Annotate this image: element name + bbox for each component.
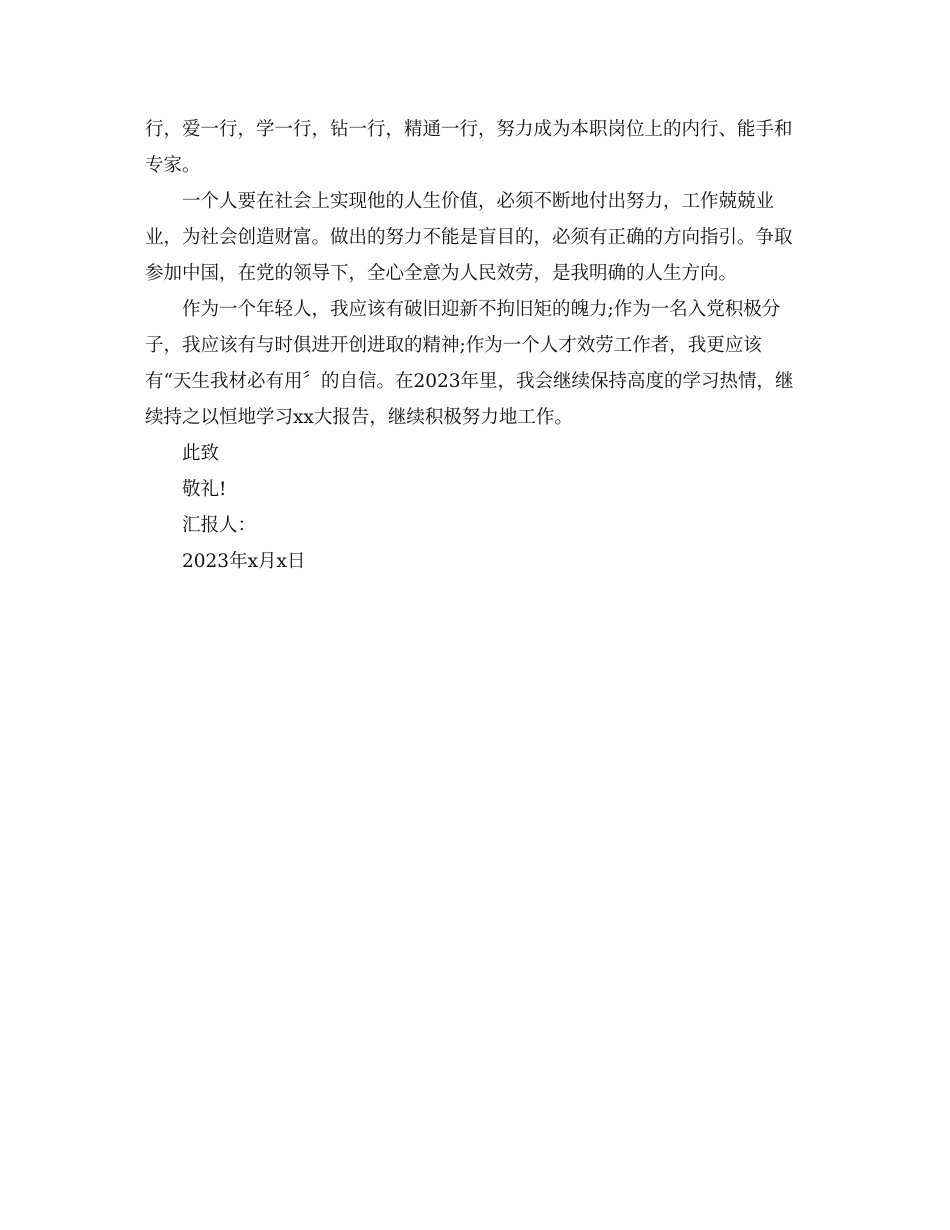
body-line-7: 子，我应该有与时俱进开创进取的精神;作为一个人才效劳工作者，我更应该	[145, 335, 762, 356]
body-line-4: 业，为社会创造财富。做出的努力不能是盲目的，必须有正确的方向指引。争取	[145, 227, 793, 248]
document-body	[145, 112, 805, 580]
body-line-3: 一个人要在社会上实现他的人生价值，必须不断地付出努力，工作兢兢业	[182, 191, 775, 212]
body-line-5: 参加中国，在党的领导下，全心全意为人民效劳，是我明确的人生方向。	[145, 263, 738, 284]
body-line-1: 行，爱一行，学一行，钻一行，精通一行，努力成为本职岗位上的内行、能手和	[145, 119, 793, 140]
closing-respect: 敬礼!	[182, 479, 227, 500]
body-line-8: 有“天生我材必有用〞的自信。在2023年里，我会继续保持高度的学习热情，继	[145, 371, 794, 392]
body-line-6: 作为一个年轻人，我应该有破旧迎新不拘旧矩的魄力;作为一名入党积极分	[182, 299, 781, 320]
report-date: 2023年x月x日	[182, 551, 306, 572]
body-line-2: 专家。	[145, 155, 201, 176]
reporter-label: 汇报人：	[182, 515, 257, 536]
body-line-9: 续持之以恒地学习xx大报告，继续积极努力地工作。	[145, 407, 573, 428]
closing-salutation: 此致	[182, 443, 220, 464]
